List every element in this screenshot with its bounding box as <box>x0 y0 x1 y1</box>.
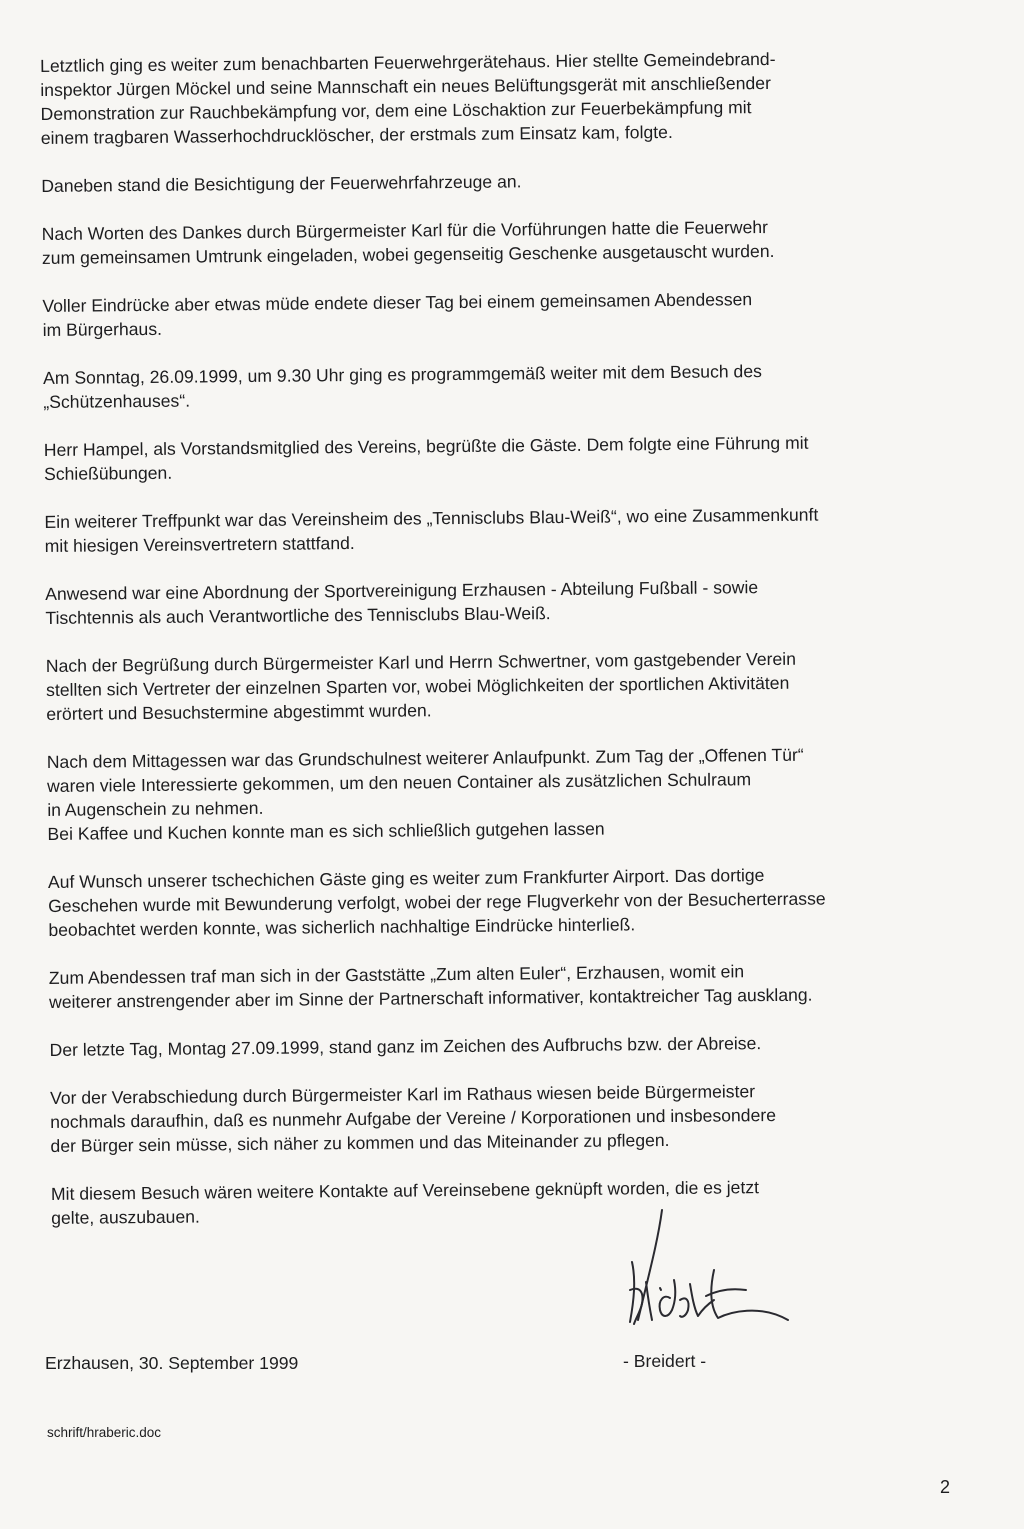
handwritten-signature <box>610 1200 800 1350</box>
paragraph-tennisclub: Ein weiterer Treffpunkt war das Vereinsheim des „Tennisclubs Blau-Weiß“, wo eine Zusammenkunft mit hiesigen Vereinsvertretern stattfand. <box>44 504 819 556</box>
paragraph-fire-station: Letztlich ging es weiter zum benachbarten Feuerwehrgerätehaus. Hier stellte Gemeindebrand- inspektor Jürgen Möckel und seine Mannschaft ein neues Belüftungsgerät mit anschließender Demonstration zur Rauchbekämpfung vor, dem eine Löschaktion zur Feuerbekämpfung mit einem tragbaren Wasserhochdrucklöscher, der erstmals zum Einsatz kam, folgte. <box>40 48 776 148</box>
paragraph-sunday: Am Sonntag, 26.09.1999, um 9.30 Uhr ging es programmgemäß weiter mit dem Besuch des „Schützenhauses“. <box>43 361 762 412</box>
paragraph-farewell: Vor der Verabschiedung durch Bürgermeister Karl im Rathaus wiesen beide Bürgermeister nochmals daraufhin, daß es nunmehr Aufgabe der Vereine / Korporationen und insbesondere der Bürger sein müsse, sich näher zu kommen und das Miteinander zu pflegen. <box>49 1081 777 1156</box>
closing-place-date: Erzhausen, 30. September 1999 <box>45 1353 299 1373</box>
document-body <box>40 46 931 1254</box>
paragraph-coffee: Bei Kaffee und Kuchen konnte man es sich schließlich gutgehen lassen <box>47 818 605 844</box>
paragraph-euler: Zum Abendessen traf man sich in der Gaststätte „Zum alten Euler“, Erzhausen, womit ein weiterer anstrengender aber im Sinne der Partnerschaft informativer, kontaktreicher Tag ausklang. <box>48 961 813 1012</box>
closing-signatory: - Breidert - <box>623 1351 707 1371</box>
paragraph-delegation: Anwesend war eine Abordnung der Sportvereinigung Erzhausen - Abteilung Fußball - sowie Tischtennis als auch Verantwortliche des Tennisclubs Blau-Weiß. <box>45 577 759 628</box>
paragraph-conclusion: Mit diesem Besuch wären weitere Kontakte auf Vereinsebene geknüpft worden, die es jetzt gelte, auszubauen. <box>50 1177 760 1228</box>
paragraph-greeting: Nach der Begrüßung durch Bürgermeister Karl und Herrn Schwertner, vom gastgebender Verein stellten sich Vertreter der einzelnen Sparten vor, wobei Möglichkeiten der sportlichen Aktivitäten erörtert und Besuchstermine abgestimmt wurden. <box>45 648 797 724</box>
paragraph-hampel: Herr Hampel, als Vorstandsmitglied des Vereins, begrüßte die Gäste. Dem folgte eine Führung mit Schießübungen. <box>43 432 809 484</box>
paragraph-dinner: Voller Eindrücke aber etwas müde endete dieser Tag bei einem gemeinsamen Abendessen im Bürgerhaus. <box>42 289 753 340</box>
paragraph-vehicles: Daneben stand die Besichtigung der Feuerwehrfahrzeuge an. <box>41 171 522 196</box>
paragraph-school: Nach dem Mittagessen war das Grundschulnest weiterer Anlaufpunkt. Zum Tag der „Offenen Tür“ waren viele Interessierte gekommen, um den neuen Container als zusätzlichen Schulraum in Augenschein zu nehmen. <box>46 744 804 820</box>
paragraph-thanks: Nach Worten des Dankes durch Bürgermeister Karl für die Vorführungen hatte die Feuerwehr zum gemeinsamen Umtrunk eingeladen, wobei gegenseitig Geschenke ausgetauscht wurden. <box>41 217 775 268</box>
file-reference: schrift/hraberic.doc <box>47 1425 162 1440</box>
page-number: 2 <box>940 1477 951 1497</box>
paragraph-airport: Auf Wunsch unserer tschechichen Gäste ging es weiter zum Frankfurter Airport. Das dortige Geschehen wurde mit Bewunderung verfolgt, wobei der rege Flugverkehr von der Besucherterrasse beobachtet werden konnte, was sicherlich nachhaltige Eindrücke hinterließ. <box>47 865 826 940</box>
paragraph-last-day: Der letzte Tag, Montag 27.09.1999, stand ganz im Zeichen des Aufbruchs bzw. der Abreise. <box>49 1033 762 1060</box>
